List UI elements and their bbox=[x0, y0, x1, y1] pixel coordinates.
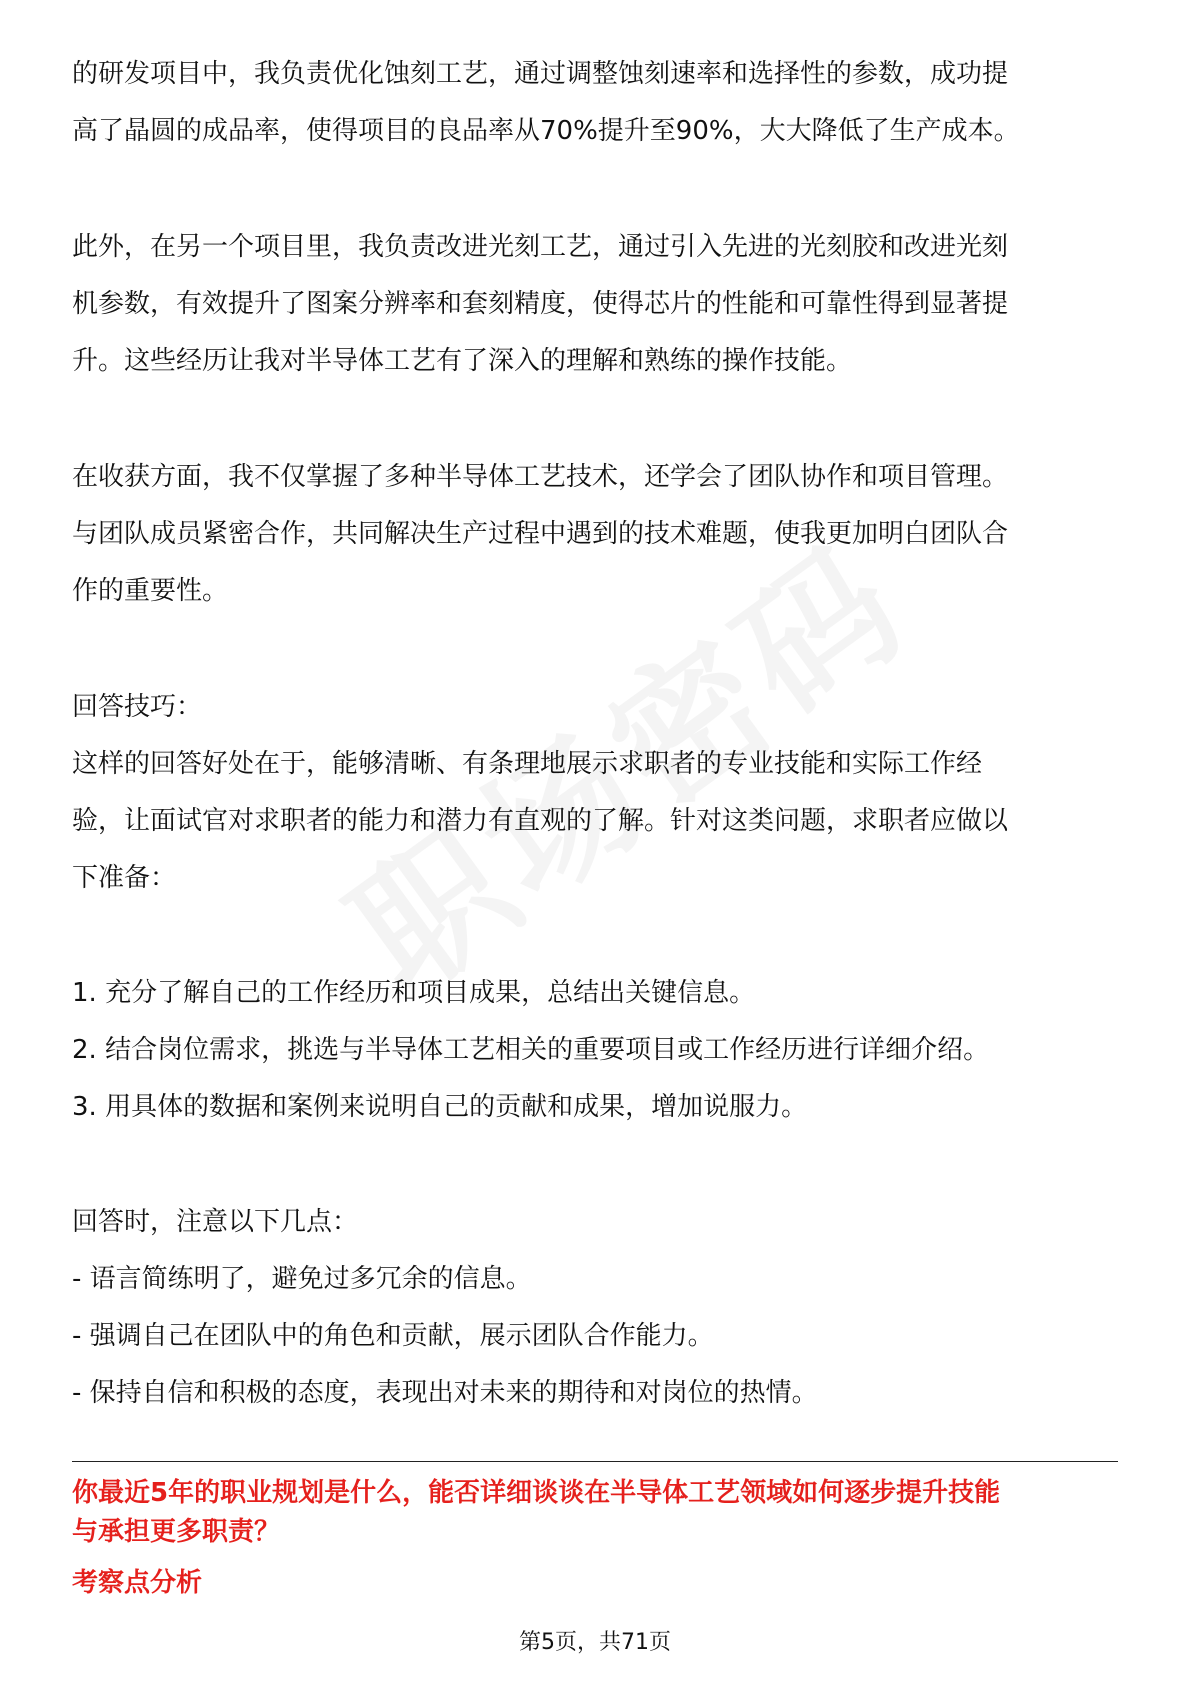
interview-question bbox=[72, 1474, 1118, 1552]
body-line: 的研发项目中，我负责优化蚀刻工艺，通过调整蚀刻速率和选择性的参数，成功提 bbox=[72, 59, 1009, 89]
body-line: 在收获方面，我不仅掌握了多种半导体工艺技术，还学会了团队协作和项目管理。 bbox=[72, 462, 1009, 492]
question-line: 你最近5年的职业规划是什么，能否详细谈谈在半导体工艺领域如何逐步提升技能 bbox=[72, 1478, 1001, 1508]
body-line: 此外，在另一个项目里，我负责改进光刻工艺，通过引入先进的光刻胶和改进光刻 bbox=[72, 232, 1009, 262]
body-line: 升。这些经历让我对半导体工艺有了深入的理解和熟练的操作技能。 bbox=[72, 346, 853, 376]
step-item: 2. 结合岗位需求，挑选与半导体工艺相关的重要项目或工作经历进行详细介绍。 bbox=[72, 1035, 990, 1065]
body-line: 高了晶圆的成品率，使得项目的良品率从70%提升至90%，大大降低了生产成本。 bbox=[72, 116, 1020, 146]
notes-heading: 回答时，注意以下几点： bbox=[72, 1207, 359, 1237]
note-item: - 语言简练明了，避免过多冗余的信息。 bbox=[72, 1264, 532, 1294]
body-line: 与团队成员紧密合作，共同解决生产过程中遇到的技术难题，使我更加明白团队合 bbox=[72, 519, 1009, 549]
note-item: - 保持自信和积极的态度，表现出对未来的期待和对岗位的热情。 bbox=[72, 1378, 818, 1408]
answer-body bbox=[72, 46, 1118, 1422]
section-title: 考察点分析 bbox=[72, 1568, 203, 1598]
body-line: 作的重要性。 bbox=[72, 576, 229, 606]
tips-heading: 回答技巧： bbox=[72, 692, 203, 722]
body-line: 这样的回答好处在于，能够清晰、有条理地展示求职者的专业技能和实际工作经 bbox=[72, 749, 983, 779]
question-line: 与承担更多职责？ bbox=[72, 1517, 281, 1547]
step-item: 1. 充分了解自己的工作经历和项目成果，总结出关键信息。 bbox=[72, 978, 756, 1008]
note-item: - 强调自己在团队中的角色和贡献，展示团队合作能力。 bbox=[72, 1321, 714, 1351]
step-item: 3. 用具体的数据和案例来说明自己的贡献和成果，增加说服力。 bbox=[72, 1092, 808, 1122]
body-line: 机参数，有效提升了图案分辨率和套刻精度，使得芯片的性能和可靠性得到显著提 bbox=[72, 289, 1009, 319]
body-line: 下准备： bbox=[72, 863, 177, 893]
body-line: 验，让面试官对求职者的能力和潜力有直观的了解。针对这类问题，求职者应做以 bbox=[72, 806, 1009, 836]
page-footer: 第5页，共71页 bbox=[519, 1630, 671, 1655]
divider bbox=[72, 1461, 1118, 1462]
